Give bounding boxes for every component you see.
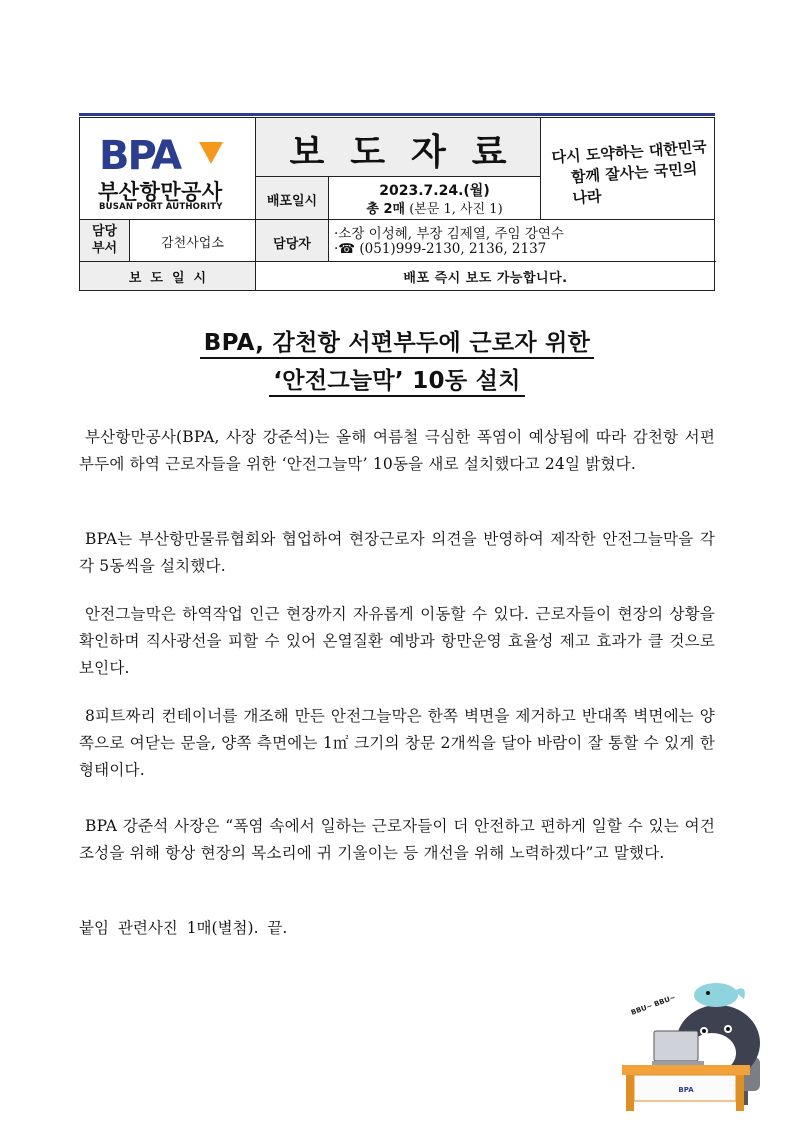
body-paragraph-1: 부산항만공사(BPA, 사장 강준석)는 올해 여름철 극심한 폭염이 예상됨에 따라 감천항 서편부두에 하역 근로자들을 위한 ‘안전그늘막’ 10동을 새로 설치했다고 24일 밝혔다.: [79, 428, 715, 473]
page-count-line: [329, 198, 540, 217]
slogan-line-2: 함께 잘사는 국민의 나라: [570, 159, 698, 208]
release-value-cell: [256, 262, 715, 290]
release-label-cell: [80, 262, 256, 290]
release-label: 보도일시: [128, 271, 216, 286]
release-value: 배포 즉시 보도 가능합니다.: [403, 271, 568, 286]
body-paragraph-5: BPA 강준석 사장은 “폭염 속에서 일하는 근로자들이 더 안전하고 편하게 일할 수 있는 여건 조성을 위해 항상 현장의 목소리에 귀 기울이는 등 개선을 위해 노력하겠다”고 말했다.: [79, 817, 715, 862]
government-slogan: [551, 136, 715, 210]
headline-line-1: [79, 324, 715, 357]
press-release-header: [79, 117, 715, 291]
department-label-line-1: 담당: [91, 224, 118, 239]
slogan-line-1: 다시 도약하는 대한민국: [551, 137, 708, 167]
body-paragraph-3: 안전그늘막은 하역작업 인근 현장까지 자유롭게 이동할 수 있다. 근로자들이 현장의 상황을 확인하며 직사광선을 피할 수 있어 온열질환 예방과 항만운영 효율성 제고 효과가 클 것으로 보인다.: [79, 605, 715, 677]
header-top-rule: [79, 113, 715, 116]
distribution-value-cell: [329, 177, 541, 220]
headline-line-1-text: BPA, 감천항 서편부두에 근로자 위한: [200, 330, 594, 359]
slogan-cell: [541, 118, 715, 220]
contact-label-cell: [256, 220, 329, 262]
department-label-cell: [80, 220, 130, 262]
attachment-note: 붙임 관련사진 1매(별첨). 끝.: [79, 919, 288, 937]
mascot-speech: BBU~ BBU~: [629, 993, 677, 1017]
department-label-line-2: 부서: [91, 241, 118, 256]
department-label: [80, 223, 129, 257]
contact-phone: ·☎ (051)999-2130, 2136, 2137: [334, 241, 547, 257]
distribution-date: 2023.7.24.(월): [379, 183, 490, 199]
svg-text:BPA: BPA: [99, 136, 181, 174]
logo-korean-name: 부산항만공사: [98, 180, 223, 204]
document-title: 보도자료: [289, 132, 533, 173]
title-cell: [256, 118, 541, 177]
department-value-cell: [130, 220, 256, 262]
headline-line-2: [79, 362, 715, 395]
desk-label: BPA: [678, 1086, 694, 1094]
department-value: 감천사업소: [161, 236, 224, 251]
distribution-label-cell: [256, 177, 329, 220]
logo-english-name: BUSAN PORT AUTHORITY: [99, 202, 223, 212]
bpa-logo-icon: [99, 136, 229, 174]
mascot-illustration-icon: [616, 965, 786, 1115]
page-count: 총 2매: [366, 202, 406, 217]
logo-cell: [80, 118, 256, 220]
distribution-label: 배포일시: [266, 194, 318, 209]
body-paragraph-2: BPA는 부산항만물류협회와 협업하여 현장근로자 의견을 반영하여 제작한 안전그늘막을 각각 5동씩을 설치했다.: [79, 530, 715, 575]
contact-value-cell: [329, 220, 716, 262]
contact-names: ·소장 이성혜, 부장 김제열, 주임 강연수: [334, 226, 564, 242]
contact-label: 담당자: [273, 237, 311, 252]
body-paragraph-4: 8피트짜리 컨테이너를 개조해 만든 안전그늘막은 한쪽 벽면을 제거하고 반대쪽 벽면에는 양쪽으로 여닫는 문을, 양쪽 측면에는 1㎡ 크기의 창문 2개씩을 달아 바람이 잘 통할 수 있게 한 형태이다.: [79, 707, 715, 779]
headline-line-2-text: ‘안전그늘막’ 10동 설치: [269, 368, 524, 397]
page-detail: (본문 1, 사진 1): [409, 202, 503, 217]
